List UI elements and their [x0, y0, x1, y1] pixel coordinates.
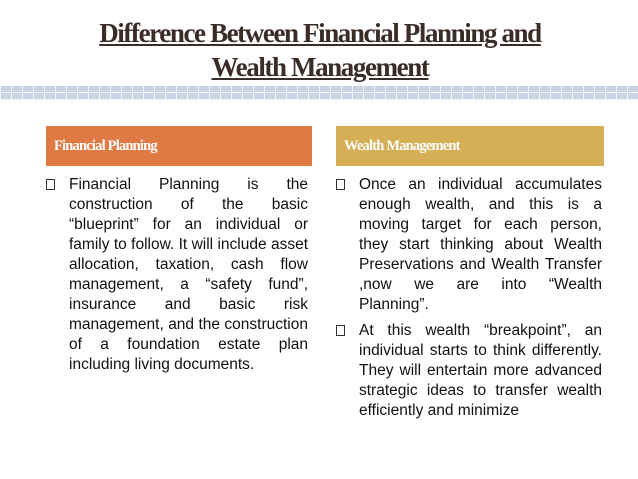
financial-planning-header-label: Financial Planning: [54, 137, 157, 154]
financial-planning-header: [46, 126, 312, 166]
slide-title: [40, 16, 600, 84]
bullet-text: At this wealth “breakpoint”, an individual starts to think differently. They will entertain more advanced strategic ideas to transfer wealth efficiently and minimize: [359, 322, 602, 419]
list-item: [336, 175, 602, 315]
bullet-text: Once an individual accumulates enough wealth, and this is a moving target for each person, they start thinking about Wealth Preservations and Wealth Transfer ,now we are into “Wealth Planning”.: [359, 176, 602, 313]
wealth-management-header-label: Wealth Management: [344, 137, 460, 154]
list-item: [46, 175, 308, 375]
wealth-management-column: [336, 175, 602, 427]
decorative-stripe: [0, 86, 638, 100]
slide-title-line-1: Difference Between Financial Planning and: [99, 18, 541, 48]
square-bullet-icon: [336, 325, 345, 336]
square-bullet-icon: [46, 179, 55, 190]
slide-title-line-2: Wealth Management: [211, 52, 429, 82]
wealth-management-header: [336, 126, 604, 166]
financial-planning-column: [46, 175, 308, 381]
square-bullet-icon: [336, 179, 345, 190]
bullet-text: Financial Planning is the construction of the basic “blueprint” for an individual or family to follow. It will include asset allocation, taxation, cash flow management, a “safety fund”, insurance and basic risk management, and the construction of a foundation estate plan including living documents.: [69, 176, 308, 373]
list-item: [336, 321, 602, 421]
